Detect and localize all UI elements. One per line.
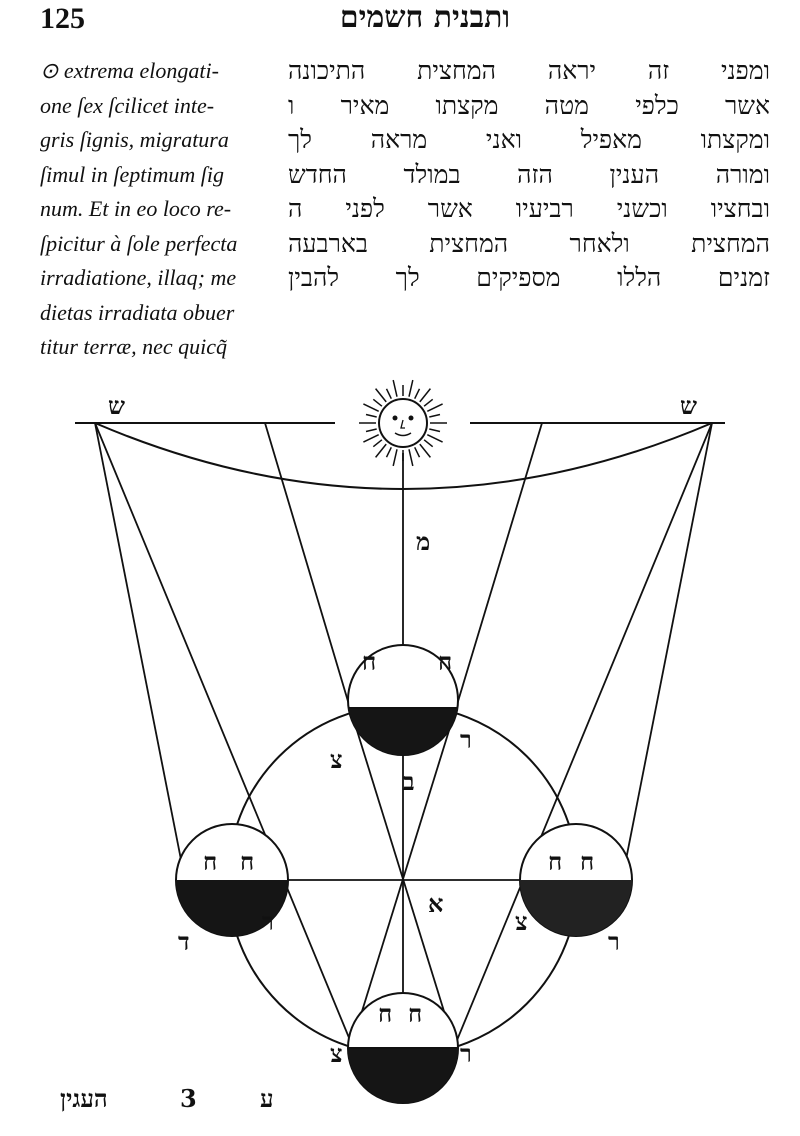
hebrew-line: אשר כלפי מטה מקצתו מאיר ו xyxy=(288,90,770,120)
hebrew-text-column xyxy=(288,54,770,296)
sun-ray xyxy=(420,444,431,457)
label-left-moon-het-2: ח xyxy=(240,847,255,876)
catch-ayin: ע xyxy=(260,1084,274,1113)
hebrew-line: ומורה הענין הזה במולד החדש xyxy=(288,159,770,189)
sun-ray xyxy=(363,435,378,442)
label-axis-mem: מ xyxy=(416,527,431,556)
label-left-moon-dalet: ד xyxy=(178,927,190,956)
label-center-alef: א xyxy=(428,889,444,918)
sun-ray xyxy=(429,415,440,418)
sun-ray xyxy=(429,429,440,432)
label-top-left: ש xyxy=(108,391,125,420)
lunar-phase-diagram xyxy=(0,370,800,1136)
sun-ray xyxy=(373,440,382,447)
sun-ray xyxy=(427,404,442,411)
sun-ray xyxy=(393,449,397,466)
catchword: העגין xyxy=(60,1084,108,1113)
latin-line: num. Et in eo loco re- xyxy=(40,196,232,221)
right-moon xyxy=(515,824,645,940)
sun-ray xyxy=(409,449,413,466)
latin-line: ſpicitur à ſole perfecta xyxy=(40,230,238,256)
label-right-moon-het-1: ח xyxy=(548,847,563,876)
sun-ray xyxy=(427,435,442,442)
signature-mark: 3 xyxy=(180,1084,197,1113)
label-top-moon-tsadi: צ xyxy=(330,745,343,774)
sun-ray xyxy=(424,399,433,406)
hebrew-line: ומקצתו מאפיל ואני מראה לך xyxy=(288,125,770,154)
label-top-right: ש xyxy=(680,391,697,420)
label-top-moon-resh: ר xyxy=(460,725,472,754)
sun-ray xyxy=(373,399,382,406)
label-left-moon-resh: ר xyxy=(262,907,274,936)
sun-ray xyxy=(393,380,397,397)
sun-ray xyxy=(376,444,387,457)
label-top-moon-het-left: ח xyxy=(362,647,377,676)
hebrew-line: ובחציו וכשני רביעיו אשר לפני ה xyxy=(288,194,770,223)
hebrew-line: המחצית ולאחר המחצית בארבעה xyxy=(288,228,770,258)
sun-ray xyxy=(363,404,378,411)
latin-line: ⊙ extrema elongati- xyxy=(40,58,219,83)
catchline xyxy=(60,1084,330,1124)
hebrew-line: ומפני זה יראה המחצית התיכונה xyxy=(288,56,770,85)
latin-line: irradiatione, illaq; me xyxy=(40,265,237,290)
sun-ray xyxy=(387,389,392,399)
sun-ray xyxy=(366,429,377,432)
label-right-moon-resh: ר xyxy=(608,927,620,956)
label-bottom-moon-het-2: ח xyxy=(408,999,423,1028)
sun-ray xyxy=(387,447,392,457)
latin-line: one ſex ſcilicet inte- xyxy=(40,92,215,118)
sun-ray xyxy=(366,415,377,418)
page-number: 125 xyxy=(40,2,85,35)
sun-ray xyxy=(415,389,420,399)
sun-ray xyxy=(415,447,420,457)
label-right-moon-het-2: ח xyxy=(580,847,595,876)
sun-ray xyxy=(424,440,433,447)
label-bottom-moon-tsadi: צ xyxy=(330,1039,343,1068)
label-bottom-moon-resh: ר xyxy=(460,1039,472,1068)
latin-line: gris ſignis, migratura xyxy=(40,127,229,152)
sun-ray xyxy=(409,380,413,397)
bottom-moon xyxy=(340,993,470,1108)
sun-ray xyxy=(376,389,387,402)
hebrew-line: זמנים הללו מספיקים לך להבין xyxy=(288,263,770,292)
latin-line: ſimul in ſeptimum ſig xyxy=(40,161,224,187)
label-right-moon-tsadi: צ xyxy=(515,907,528,936)
label-top-moon-het-right: ח xyxy=(438,647,453,676)
running-head: ותבנית חשמים xyxy=(339,0,511,35)
label-left-moon-het-1: ח xyxy=(203,847,218,876)
label-center-bet: ב xyxy=(403,767,415,796)
latin-line: titur terræ, nec quicq̃ xyxy=(40,334,227,359)
label-bottom-moon-het-1: ח xyxy=(378,999,393,1028)
sun-face-icon xyxy=(359,380,447,466)
latin-line: dietas irradiata obuer xyxy=(40,299,235,325)
sun-ray xyxy=(420,389,431,402)
latin-text-column xyxy=(40,54,275,365)
left-moon xyxy=(170,824,300,940)
